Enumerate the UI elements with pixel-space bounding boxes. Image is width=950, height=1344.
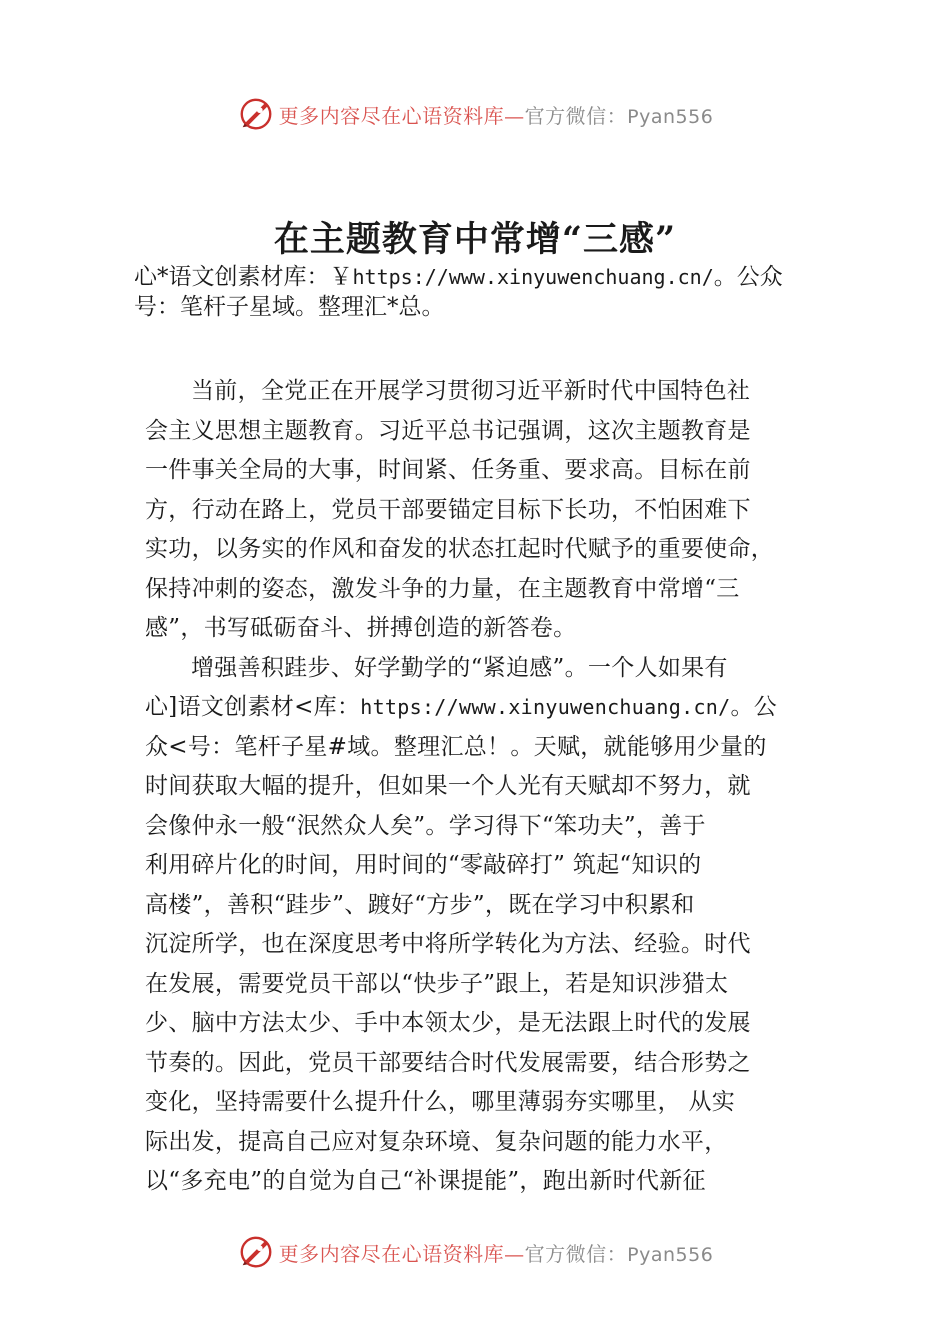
paragraph-line: 时间获取大幅的提升，但如果一个人光有天赋却不努力，就: [145, 773, 751, 799]
footer-banner: [0, 1230, 950, 1274]
source-prefix: 心*语文创素材库：￥: [134, 264, 353, 290]
banner-wechat-id: Pyan556: [627, 105, 714, 128]
paragraph-line: 沉淀所学，也在深度思考中将所学转化为方法、经验。时代: [145, 931, 751, 957]
source-note: [134, 262, 834, 322]
banner-main-text: 更多内容尽在心语资料库: [278, 1241, 505, 1266]
paragraph-line: 高楼”，善积“跬步”、踱好“方步”，既在学习中积累和: [145, 891, 695, 918]
pen-logo-icon: [237, 1233, 275, 1271]
banner-wechat-id: Pyan556: [627, 1243, 714, 1266]
source-url: https://www.xinyuwenchuang.cn/: [352, 265, 714, 289]
paragraph-line: 当前，全党正在开展学习贯彻习近平新时代中国特色社: [191, 378, 751, 404]
source-suffix: 。公众: [713, 264, 783, 290]
inline-url: https://www.xinyuwenchuang.cn/: [360, 695, 731, 719]
paragraph-line: 少、脑中方法太少、手中本领太少，是无法跟上时代的发展: [145, 1010, 751, 1036]
banner-text: [279, 1238, 714, 1267]
paragraph-line: 会像仲永一般“泯然众人矣”。学习得下“笨功夫”，善于: [145, 812, 706, 839]
paragraph-line: 会主义思想主题教育。习近平总书记强调，这次主题教育是: [145, 417, 751, 444]
banner-official-label: 官方微信：: [524, 1241, 628, 1266]
paragraph-line: 保持冲刺的姿态，激发斗争的力量，在主题教育中常增“三: [145, 575, 740, 602]
banner-text: [279, 100, 714, 129]
paragraph-line: 节奏的。因此，党员干部要结合时代发展需要，结合形势之: [145, 1049, 751, 1076]
banner-separator: —: [504, 1241, 525, 1266]
source-line-2: 号：笔杆子星域。整理汇*总。: [134, 294, 445, 320]
source-line-1: [134, 262, 834, 292]
paragraph-line: 变化，坚持需要什么提升什么，哪里薄弱夯实哪里， 从实: [145, 1089, 736, 1115]
document-body: [145, 372, 810, 1202]
paragraph-line: 感”，书写砥砺奋斗、拼搏创造的新答卷。: [145, 615, 577, 641]
paragraph-line: 众<号：笔杆子星#域。整理汇总！。天赋，就能够用少量的: [145, 733, 767, 760]
paragraph-line: [145, 688, 810, 728]
banner-separator: —: [504, 103, 525, 128]
inline-text: 心]语文创素材<库：: [145, 694, 361, 720]
paragraph-line: 在发展，需要党员干部以“快步子”跟上，若是知识涉猎太: [145, 970, 729, 997]
paragraph-line: 方，行动在路上，党员干部要锚定目标下长功，不怕困难下: [145, 496, 751, 523]
document-title: 在主题教育中常增“三感”: [273, 219, 677, 260]
paragraph-line: 利用碎片化的时间，用时间的“零敲碎打” 筑起“知识的: [145, 852, 702, 878]
paragraph-line: 际出发，提高自己应对复杂环境、复杂问题的能力水平，: [145, 1128, 728, 1155]
paragraph-line: 一件事关全局的大事，时间紧、任务重、要求高。目标在前: [145, 457, 751, 483]
paragraph-line: 增强善积跬步、好学勤学的“紧迫感”。一个人如果有: [191, 654, 728, 681]
inline-text: 。公: [730, 694, 778, 720]
header-banner: [0, 92, 950, 136]
banner-official-label: 官方微信：: [524, 103, 628, 128]
pen-logo-icon: [237, 95, 275, 133]
paragraph-line: 以“多充电”的自觉为自己“补课提能”，跑出新时代新征: [145, 1168, 706, 1194]
banner-main-text: 更多内容尽在心语资料库: [278, 103, 505, 128]
paragraph-line: 实功，以务实的作风和奋发的状态扛起时代赋予的重要使命，: [145, 536, 775, 562]
